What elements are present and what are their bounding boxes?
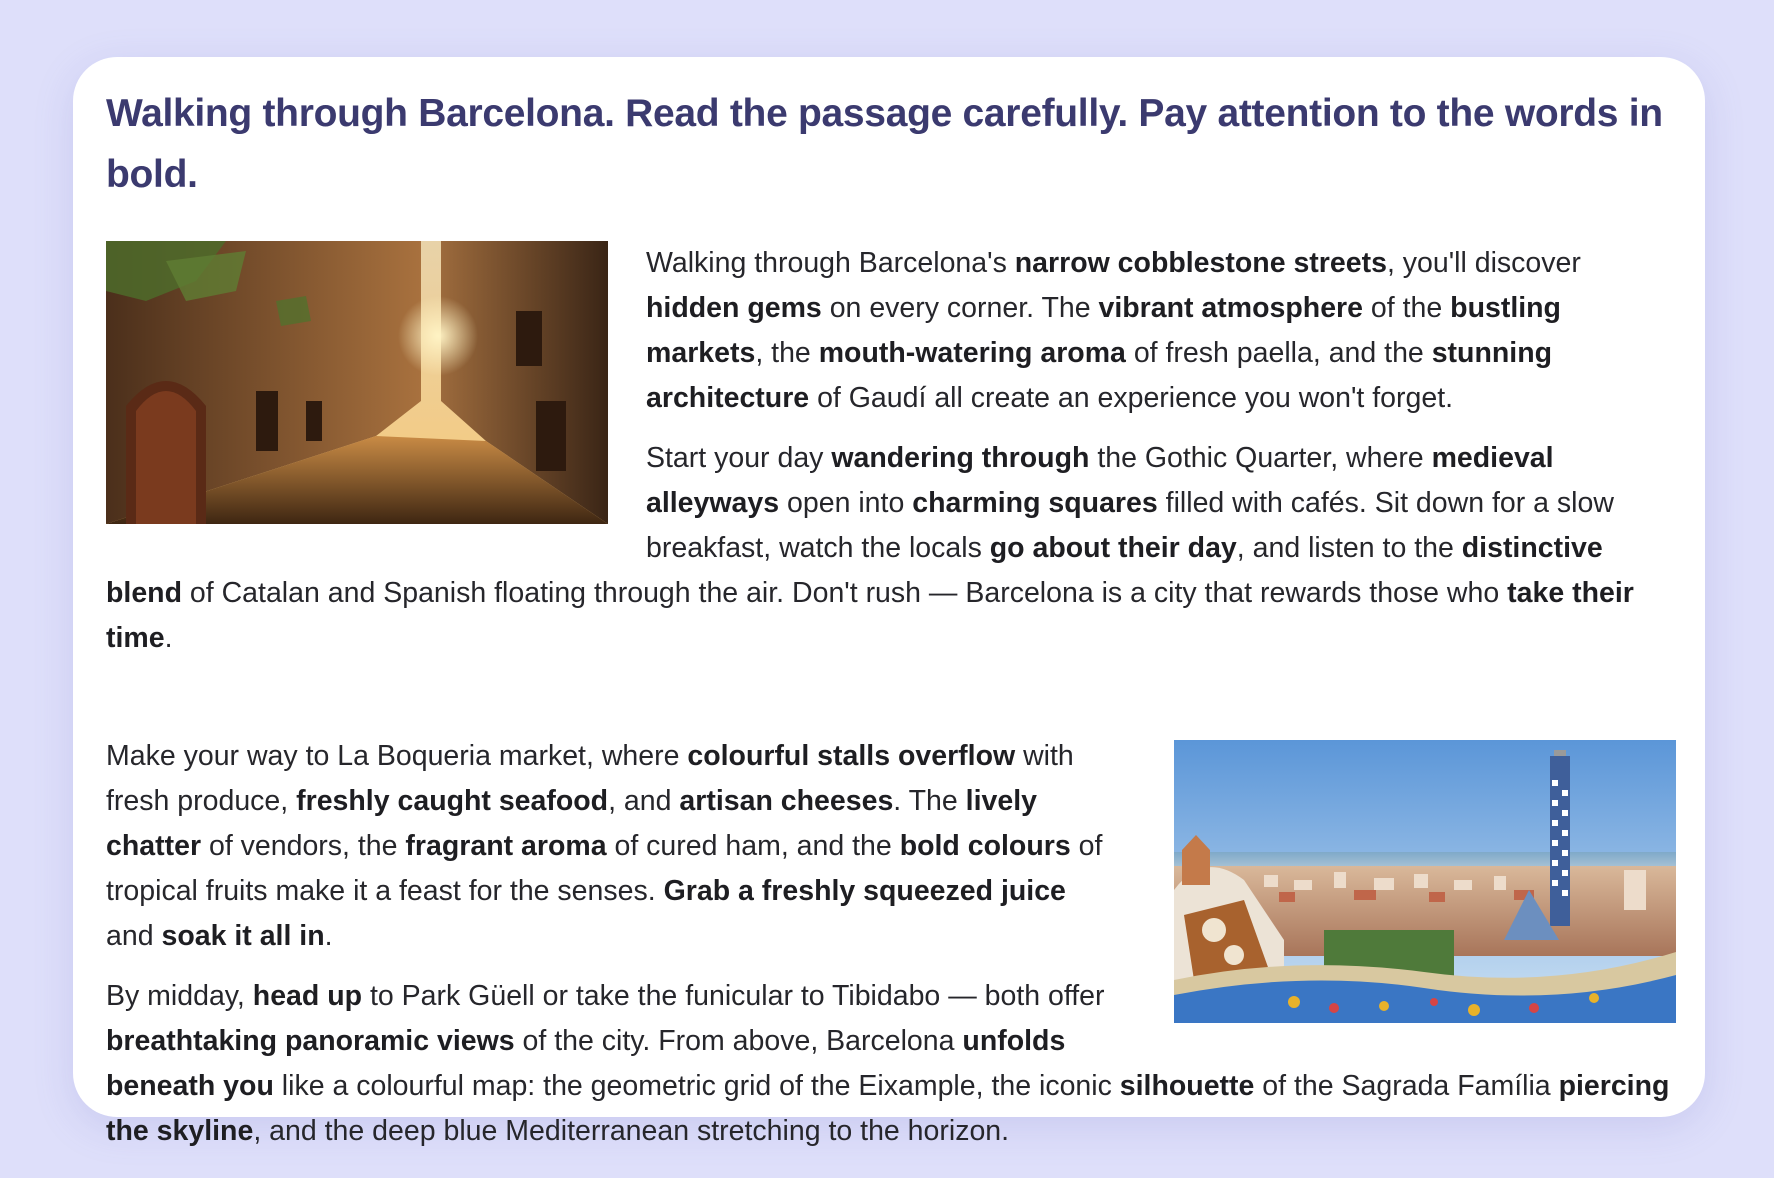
bold-phrase: charming squares — [912, 487, 1158, 519]
text-run: on every corner. The — [821, 292, 1099, 324]
bold-phrase: bustling markets — [646, 292, 1561, 369]
passage-content — [106, 83, 1676, 1147]
text-run: filled with cafés. Sit down for a slow breakfast, watch the locals — [646, 487, 1614, 564]
bold-phrase: freshly caught seafood — [296, 785, 609, 817]
passage-card — [73, 57, 1705, 1147]
text-run: Walking through Barcelona's — [646, 247, 1015, 279]
text-run: of vendors, the — [201, 830, 406, 862]
text-run: of tropical fruits make it a feast for the senses. — [106, 830, 1103, 907]
bold-phrase: hidden gems — [646, 292, 822, 324]
text-run: of Gaudí all create an experience you won't forget. — [809, 382, 1454, 414]
bold-phrase: take their time — [106, 577, 1634, 654]
text-run: , and — [608, 785, 680, 817]
bold-phrase: silhouette — [1119, 1070, 1255, 1102]
street-photo — [106, 241, 608, 524]
bold-phrase: Grab a freshly squeezed juice — [663, 875, 1066, 907]
bold-phrase: artisan cheeses — [679, 785, 894, 817]
text-run: of the Sagrada Família — [1254, 1070, 1559, 1102]
text-run: , you'll discover — [1386, 247, 1581, 279]
bold-phrase: go about their day — [989, 532, 1237, 564]
text-run: with fresh produce, — [106, 740, 1074, 817]
bold-phrase: wandering through — [831, 442, 1090, 474]
text-run: of cured ham, and the — [606, 830, 900, 862]
text-run: Start your day — [646, 442, 832, 474]
text-run: By midday, — [106, 980, 253, 1012]
text-run: , and listen to the — [1236, 532, 1462, 564]
text-run: . — [164, 622, 173, 654]
text-run: , and the deep blue Mediterranean stretching to the horizon. — [253, 1115, 1010, 1147]
text-run: . The — [893, 785, 966, 817]
bold-phrase: narrow cobblestone streets — [1014, 247, 1387, 279]
text-run: Make your way to La Boqueria market, where — [106, 740, 688, 772]
text-run: to Park Güell or take the funicular to Tibidabo — both offer — [362, 980, 1105, 1012]
bold-phrase: mouth-watering aroma — [818, 337, 1126, 369]
bold-phrase: colourful stalls overflow — [687, 740, 1016, 772]
bold-phrase: vibrant atmosphere — [1098, 292, 1363, 324]
text-run: of fresh paella, and the — [1125, 337, 1432, 369]
bold-phrase: piercing the skyline — [106, 1070, 1670, 1147]
text-run: the Gothic Quarter, where — [1089, 442, 1432, 474]
bold-phrase: distinctive blend — [106, 532, 1603, 609]
bold-phrase: breathtaking panoramic views — [106, 1025, 515, 1057]
text-run: . — [324, 920, 333, 952]
bold-phrase: fragrant aroma — [405, 830, 607, 862]
text-run: of the city. From above, Barcelona — [514, 1025, 963, 1057]
text-run: like a colourful map: the geometric grid of the Eixample, the iconic — [273, 1070, 1120, 1102]
bold-phrase: stunning architecture — [646, 337, 1553, 414]
text-run: open into — [779, 487, 913, 519]
bold-phrase: unfolds beneath you — [106, 1025, 1066, 1102]
text-run: of the — [1363, 292, 1451, 324]
bold-phrase: lively chatter — [106, 785, 1037, 862]
bold-phrase: soak it all in — [161, 920, 325, 952]
section-spacer — [106, 676, 1676, 734]
text-run: , the — [755, 337, 819, 369]
park-photo — [1174, 740, 1676, 1023]
bold-phrase: medieval alleyways — [646, 442, 1554, 519]
passage-title: Walking through Barcelona. Read the passage carefully. Pay attention to the words in bold. — [106, 92, 1663, 196]
text-run: of Catalan and Spanish floating through the air. Don't rush — Barcelona is a city that rewards those who — [182, 577, 1508, 609]
text-run: and — [106, 920, 162, 952]
bold-phrase: head up — [252, 980, 363, 1012]
bold-phrase: bold colours — [899, 830, 1071, 862]
